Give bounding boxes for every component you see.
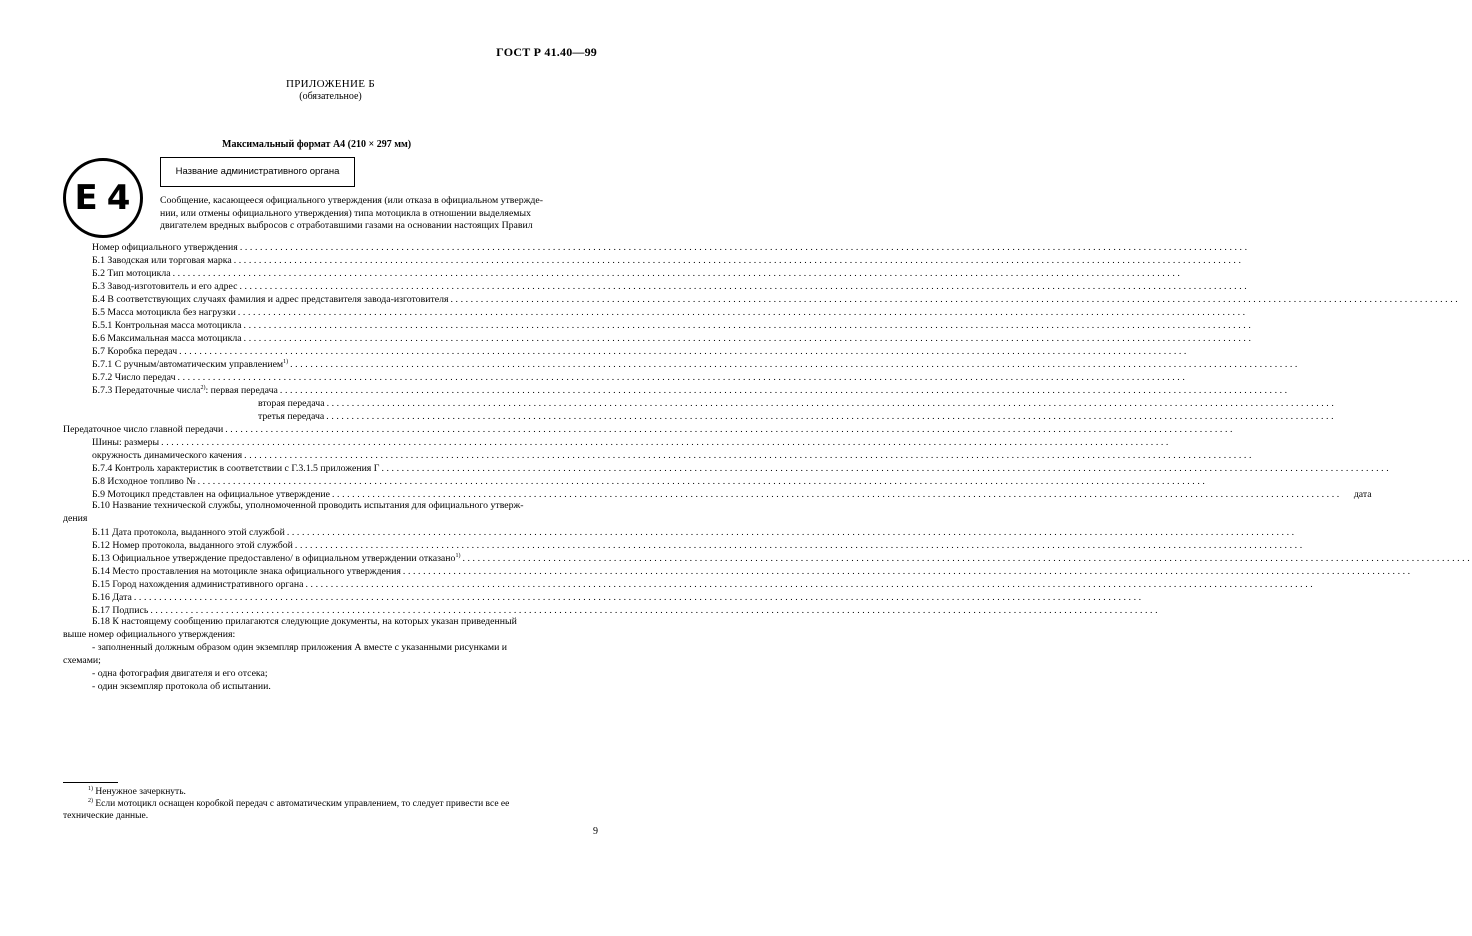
- dot-leader: ........................................................................................................................................................................................................: [286, 527, 1297, 538]
- intro-paragraph: [160, 195, 600, 233]
- intro-line: двигателем вредных выбросов с отработавшими газами на основании настоящих Правил: [160, 220, 533, 231]
- dot-leader: ........................................................................................................................................................................................................: [233, 255, 1244, 266]
- attachment-item: - один экземпляр протокола об испытании.: [92, 681, 271, 692]
- dot-leader: ........................................................................................................................................................................................................: [179, 346, 1189, 357]
- dot-leader: ........................................................................................................................................................................................................: [244, 450, 1254, 461]
- field-b18: Б.18 К настоящему сообщению прилагаются следующие документы, на которых указан приведенный: [92, 616, 517, 627]
- field-b10: Б.10 Название технической службы, уполномоченной проводить испытания для официального утверж-: [92, 500, 524, 511]
- field-b9: Б.9 Мотоцикл представлен на официальное утверждение ........................................................................................................................................................................................................ дата: [92, 489, 1372, 500]
- field-b7-1: Б.7.1 С ручным/автоматическим управлением$^{1)}$ ........................................................................................................................................................................................................: [92, 359, 1300, 370]
- field-b11: Б.11 Дата протокола, выданного этой службой ........................................................................................................................................................................................................: [92, 527, 1297, 538]
- field-b3: Б.3 Завод-изготовитель и его адрес ........................................................................................................................................................................................................: [92, 281, 1250, 292]
- field-b5: Б.5 Масса мотоцикла без нагрузки ........................................................................................................................................................................................................: [92, 307, 1248, 318]
- intro-line: Сообщение, касающееся официального утверждения (или отказа в официальном утвержде-: [160, 195, 543, 206]
- dot-leader: ........................................................................................................................................................................................................: [161, 437, 1171, 448]
- dot-leader: ........................................................................................................................................................................................................: [290, 359, 1300, 370]
- dot-leader: ........................................................................................................................................................................................................: [326, 398, 1337, 409]
- field-b8: Б.8 Исходное топливо № ........................................................................................................................................................................................................: [92, 476, 1208, 487]
- approval-mark-text: [66, 161, 140, 235]
- footnote-ref: 1): [283, 359, 289, 365]
- dot-leader: ........................................................................................................................................................................................................: [305, 579, 1316, 590]
- intro-line: нии, или отмены официального утверждения) типа мотоцикла в отношении выделяемых: [160, 207, 531, 219]
- dot-leader: ........................................................................................................................................................................................................: [133, 592, 1144, 603]
- field-b16: Б.16 Дата ........................................................................................................................................................................................................: [92, 592, 1144, 603]
- dot-leader: ........................................................................................................................................................................................................: [237, 307, 1248, 318]
- field-b15: Б.15 Город нахождения административного органа ........................................................................................................................................................................................................: [92, 579, 1316, 590]
- appendix-title: ПРИЛОЖЕНИЕ Б: [286, 78, 375, 90]
- field-b7: Б.7 Коробка передач ........................................................................................................................................................................................................: [92, 346, 1189, 357]
- dot-leader: ........................................................................................................................................................................................................: [177, 372, 1188, 383]
- field-b5-1: Б.5.1 Контрольная масса мотоцикла ........................................................................................................................................................................................................: [92, 320, 1254, 331]
- field-b7-4: Б.7.4 Контроль характеристик в соответствии с Г.3.1.5 приложения Г ........................................................................................................................................................................................................: [92, 463, 1392, 474]
- field-b18-cont: выше номер официального утверждения:: [63, 629, 236, 640]
- field-second-gear: вторая передача ........................................................................................................................................................................................................: [258, 398, 1337, 409]
- dot-leader: ........................................................................................................................................................................................................: [462, 553, 1472, 564]
- field-b2: Б.2 Тип мотоцикла ........................................................................................................................................................................................................: [92, 268, 1183, 279]
- dot-leader: ........................................................................................................................................................................................................: [450, 294, 1461, 305]
- dot-leader: ........................................................................................................................................................................................................: [326, 411, 1337, 422]
- field-b12: Б.12 Номер протокола, выданного этой службой ........................................................................................................................................................................................................: [92, 540, 1305, 551]
- field-b9-date: дата: [1353, 489, 1372, 500]
- dot-leader: ........................................................................................................................................................................................................: [294, 540, 1305, 551]
- field-circumference: окружность динамического качения ........................................................................................................................................................................................................: [92, 450, 1254, 461]
- page-number: 9: [593, 826, 598, 837]
- approval-mark-number: 4: [106, 178, 132, 218]
- footnote-ref: 2): [200, 385, 206, 391]
- footnote-ref: 1): [455, 553, 461, 559]
- appendix-status: (обязательное): [299, 91, 362, 102]
- field-tyres: Шины: размеры ........................................................................................................................................................................................................: [92, 437, 1171, 448]
- field-b14: Б.14 Место проставления на мотоцикле знака официального утверждения ........................................................................................................................................................................................................: [92, 566, 1413, 577]
- footnote-1: $^{1)}$ Ненужное зачеркнуть.: [88, 786, 186, 797]
- dot-leader: ........................................................................................................................................................................................................: [225, 424, 1236, 435]
- field-b13: Б.13 Официальное утверждение предоставлено/ в официальном утверждении отказано$^{1)}$ ........................................................................................................................................................................................................: [92, 553, 1472, 564]
- approval-mark-circle: [63, 158, 143, 238]
- dot-leader: ........................................................................................................................................................................................................: [402, 566, 1413, 577]
- format-title: Максимальный формат А4 (210 × 297 мм): [222, 139, 412, 150]
- footnote-separator: [63, 782, 118, 783]
- dot-leader: ........................................................................................................................................................................................................: [150, 605, 1161, 616]
- attachment-item-cont: схемами;: [63, 655, 101, 666]
- footnote-2: $^{2)}$ Если мотоцикл оснащен коробкой передач с автоматическим управлением, то следует привести все ее: [88, 798, 510, 809]
- approval-mark-letter: E: [74, 178, 99, 218]
- field-b10-cont: дения: [63, 513, 88, 524]
- dot-leader: ........................................................................................................................................................................................................: [331, 489, 1342, 500]
- attachment-item: - одна фотография двигателя и его отсека;: [92, 668, 268, 679]
- dot-leader: ........................................................................................................................................................................................................: [243, 333, 1254, 344]
- standard-header: ГОСТ Р 41.40—99: [496, 45, 597, 59]
- footnote-2-cont: технические данные.: [63, 811, 149, 821]
- dot-leader: ........................................................................................................................................................................................................: [172, 268, 1183, 279]
- field-b6: Б.6 Максимальная масса мотоцикла ........................................................................................................................................................................................................: [92, 333, 1254, 344]
- field-b17: Б.17 Подпись ........................................................................................................................................................................................................: [92, 605, 1161, 616]
- field-third-gear: третья передача ........................................................................................................................................................................................................: [258, 411, 1337, 422]
- dot-leader: ........................................................................................................................................................................................................: [279, 385, 1290, 396]
- field-final-drive: Передаточное число главной передачи ........................................................................................................................................................................................................: [63, 424, 1236, 435]
- dot-leader: ........................................................................................................................................................................................................: [197, 476, 1208, 487]
- field-b1: Б.1 Заводская или торговая марка ........................................................................................................................................................................................................: [92, 255, 1244, 266]
- dot-leader: ........................................................................................................................................................................................................: [239, 281, 1250, 292]
- field-b4: Б.4 В соответствующих случаях фамилия и адрес представителя завода-изготовителя ........................................................................................................................................................................................................: [92, 294, 1461, 305]
- dot-leader: ........................................................................................................................................................................................................: [243, 320, 1254, 331]
- field-b7-2: Б.7.2 Число передач ........................................................................................................................................................................................................: [92, 372, 1188, 383]
- admin-authority-box: Название административного органа: [160, 157, 355, 187]
- dot-leader: ........................................................................................................................................................................................................: [381, 463, 1392, 474]
- dot-leader: ........................................................................................................................................................................................................: [239, 242, 1250, 253]
- attachment-item: - заполненный должным образом один экземпляр приложения А вместе с указанными рисунками и: [92, 642, 508, 653]
- field-approval-number: Номер официального утверждения ........................................................................................................................................................................................................: [92, 242, 1250, 253]
- field-b7-3: Б.7.3 Передаточные числа$^{2)}$: первая передача ........................................................................................................................................................................................................: [92, 385, 1290, 396]
